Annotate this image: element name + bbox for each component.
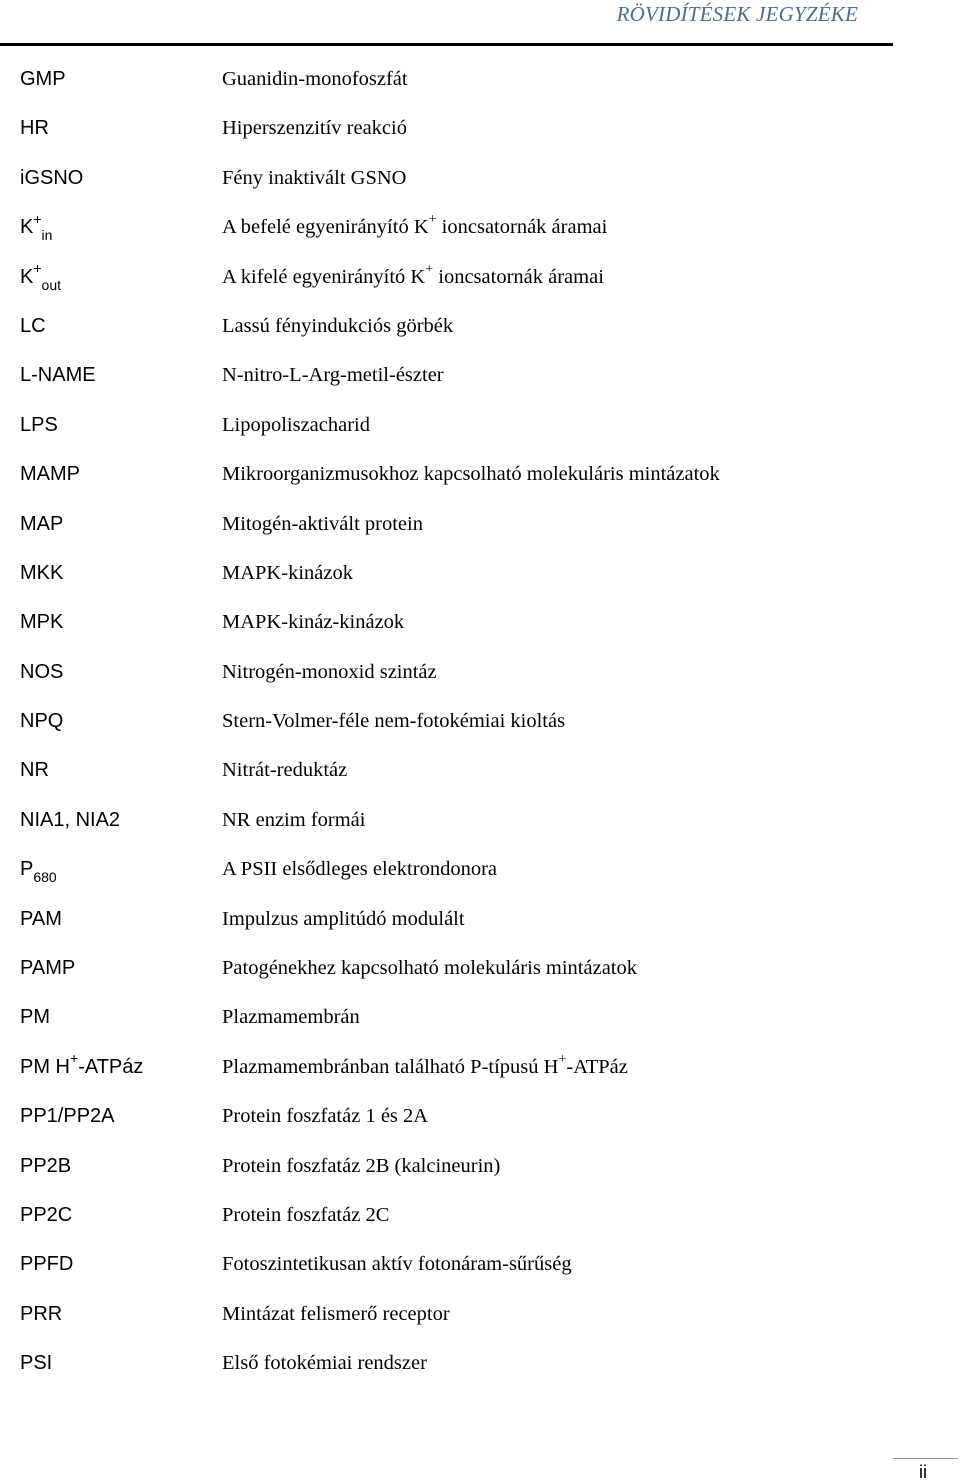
abbreviation: LC bbox=[20, 314, 46, 337]
abbreviation: GMP bbox=[20, 68, 66, 90]
definition-text: ioncsatornák áramai bbox=[436, 216, 608, 239]
definition-superscript: + bbox=[428, 212, 437, 228]
definition: Guanidin-monofoszfát bbox=[222, 68, 408, 90]
list-item bbox=[0, 305, 900, 354]
list-item bbox=[0, 1342, 900, 1391]
abbreviation bbox=[20, 858, 57, 886]
abbreviation-base: P bbox=[20, 858, 34, 881]
definition: Mitogén-aktivált protein bbox=[222, 512, 423, 535]
definition: Nitrát-reduktáz bbox=[222, 759, 348, 782]
list-item bbox=[0, 552, 900, 601]
definition-text: A kifelé egyenirányító K bbox=[222, 265, 426, 288]
definition: Stern-Volmer-féle nem-fotokémiai kioltás bbox=[222, 710, 566, 733]
abbreviation bbox=[20, 259, 61, 293]
definition: Protein foszfatáz 2C bbox=[222, 1203, 390, 1226]
abbreviation: PAM bbox=[20, 907, 62, 930]
list-item bbox=[0, 256, 900, 305]
abbreviation-list bbox=[0, 58, 900, 1392]
definition: NR enzim formái bbox=[222, 808, 366, 831]
abbreviation-superscript: + bbox=[33, 259, 42, 276]
abbreviation-subscript: 680 bbox=[33, 869, 57, 886]
list-item bbox=[0, 503, 900, 552]
abbreviation: iGSNO bbox=[20, 166, 84, 189]
definition: Impulzus amplitúdó modulált bbox=[222, 907, 465, 930]
definition-superscript: + bbox=[558, 1051, 567, 1067]
list-item bbox=[0, 898, 900, 947]
definition: Fotoszintetikusan aktív fotonáram-sűrűség bbox=[222, 1253, 572, 1276]
abbreviation: NOS bbox=[20, 660, 64, 683]
list-item bbox=[0, 749, 900, 798]
footer-rule bbox=[893, 1458, 958, 1459]
list-item bbox=[0, 848, 900, 897]
definition: Mintázat felismerő receptor bbox=[222, 1302, 450, 1325]
abbreviation: L-NAME bbox=[20, 364, 96, 387]
definition: MAPK-kináz-kinázok bbox=[222, 611, 405, 634]
abbreviation: PAMP bbox=[20, 957, 76, 980]
list-item bbox=[0, 1046, 900, 1095]
list-item bbox=[0, 799, 900, 848]
abbreviation-base: K bbox=[20, 216, 34, 239]
header-rule bbox=[0, 43, 893, 46]
definition-text: Plazmamembránban található P-típusú H bbox=[222, 1055, 559, 1078]
abbreviation bbox=[20, 1050, 144, 1079]
definition: Lipopoliszacharid bbox=[222, 413, 371, 436]
definition-superscript: + bbox=[425, 261, 434, 277]
running-header-title: RÖVIDÍTÉSEK JEGYZÉKE bbox=[616, 2, 858, 26]
list-item bbox=[0, 1145, 900, 1194]
abbreviation-subscript: out bbox=[41, 276, 61, 293]
definition: Patogénekhez kapcsolható molekuláris mintázatok bbox=[222, 957, 637, 980]
abbreviation: PRR bbox=[20, 1302, 63, 1325]
abbreviation: MAMP bbox=[20, 463, 80, 486]
list-item bbox=[0, 157, 900, 206]
abbreviation-suffix: -ATPáz bbox=[78, 1055, 144, 1078]
list-item bbox=[0, 1293, 900, 1342]
list-item bbox=[0, 453, 900, 502]
definition: Hiperszenzitív reakció bbox=[222, 117, 407, 140]
abbreviation: PSI bbox=[20, 1352, 53, 1375]
abbreviation-superscript: + bbox=[70, 1050, 79, 1067]
definition: MAPK-kinázok bbox=[222, 561, 353, 584]
abbreviation-subscript: in bbox=[41, 227, 53, 244]
definition-text: ioncsatornák áramai bbox=[433, 265, 604, 288]
abbreviation-base: PM H bbox=[20, 1055, 70, 1078]
list-item bbox=[0, 996, 900, 1045]
definition: Nitrogén-monoxid szintáz bbox=[222, 660, 437, 683]
definition: Protein foszfatáz 1 és 2A bbox=[222, 1105, 429, 1128]
abbreviation: PM bbox=[20, 1006, 50, 1029]
abbreviation: HR bbox=[20, 117, 49, 140]
list-item bbox=[0, 354, 900, 403]
definition-text: -ATPáz bbox=[566, 1055, 628, 1078]
abbreviation: MAP bbox=[20, 512, 64, 535]
list-item bbox=[0, 107, 900, 156]
definition: Első fotokémiai rendszer bbox=[222, 1352, 427, 1375]
list-item bbox=[0, 206, 900, 255]
abbreviation: PP1/PP2A bbox=[20, 1105, 115, 1128]
page-number: ii bbox=[919, 1462, 927, 1482]
abbreviation: NPQ bbox=[20, 710, 64, 733]
list-item bbox=[0, 1095, 900, 1144]
definition: Mikroorganizmusokhoz kapcsolható molekuláris mintázatok bbox=[222, 463, 720, 486]
list-item bbox=[0, 1243, 900, 1292]
definition: Lassú fényindukciós görbék bbox=[222, 314, 454, 337]
list-item bbox=[0, 651, 900, 700]
definition: Fény inaktivált GSNO bbox=[222, 166, 407, 189]
list-item bbox=[0, 700, 900, 749]
definition: Plazmamembrán bbox=[222, 1006, 360, 1029]
abbreviation: LPS bbox=[20, 413, 58, 436]
list-item bbox=[0, 947, 900, 996]
abbreviation-superscript: + bbox=[33, 210, 42, 227]
abbreviation bbox=[20, 210, 53, 244]
definition: Protein foszfatáz 2B (kalcineurin) bbox=[222, 1154, 501, 1177]
abbreviation: PPFD bbox=[20, 1253, 74, 1276]
definition-text: A befelé egyenirányító K bbox=[222, 216, 429, 239]
abbreviation: MPK bbox=[20, 611, 64, 634]
abbreviation-base: K bbox=[20, 265, 34, 288]
abbreviation: NIA1, NIA2 bbox=[20, 808, 121, 831]
list-item bbox=[0, 1194, 900, 1243]
definition bbox=[222, 212, 608, 239]
list-item bbox=[0, 404, 900, 453]
abbreviation: MKK bbox=[20, 561, 64, 584]
definition: A PSII elsődleges elektrondonora bbox=[222, 858, 497, 881]
abbreviation: NR bbox=[20, 759, 49, 782]
definition: N-nitro-L-Arg-metil-észter bbox=[222, 364, 444, 387]
list-item bbox=[0, 58, 900, 107]
abbreviation: PP2B bbox=[20, 1154, 72, 1177]
list-item bbox=[0, 601, 900, 650]
abbreviation: PP2C bbox=[20, 1203, 73, 1226]
definition bbox=[222, 261, 604, 289]
definition bbox=[222, 1051, 628, 1079]
